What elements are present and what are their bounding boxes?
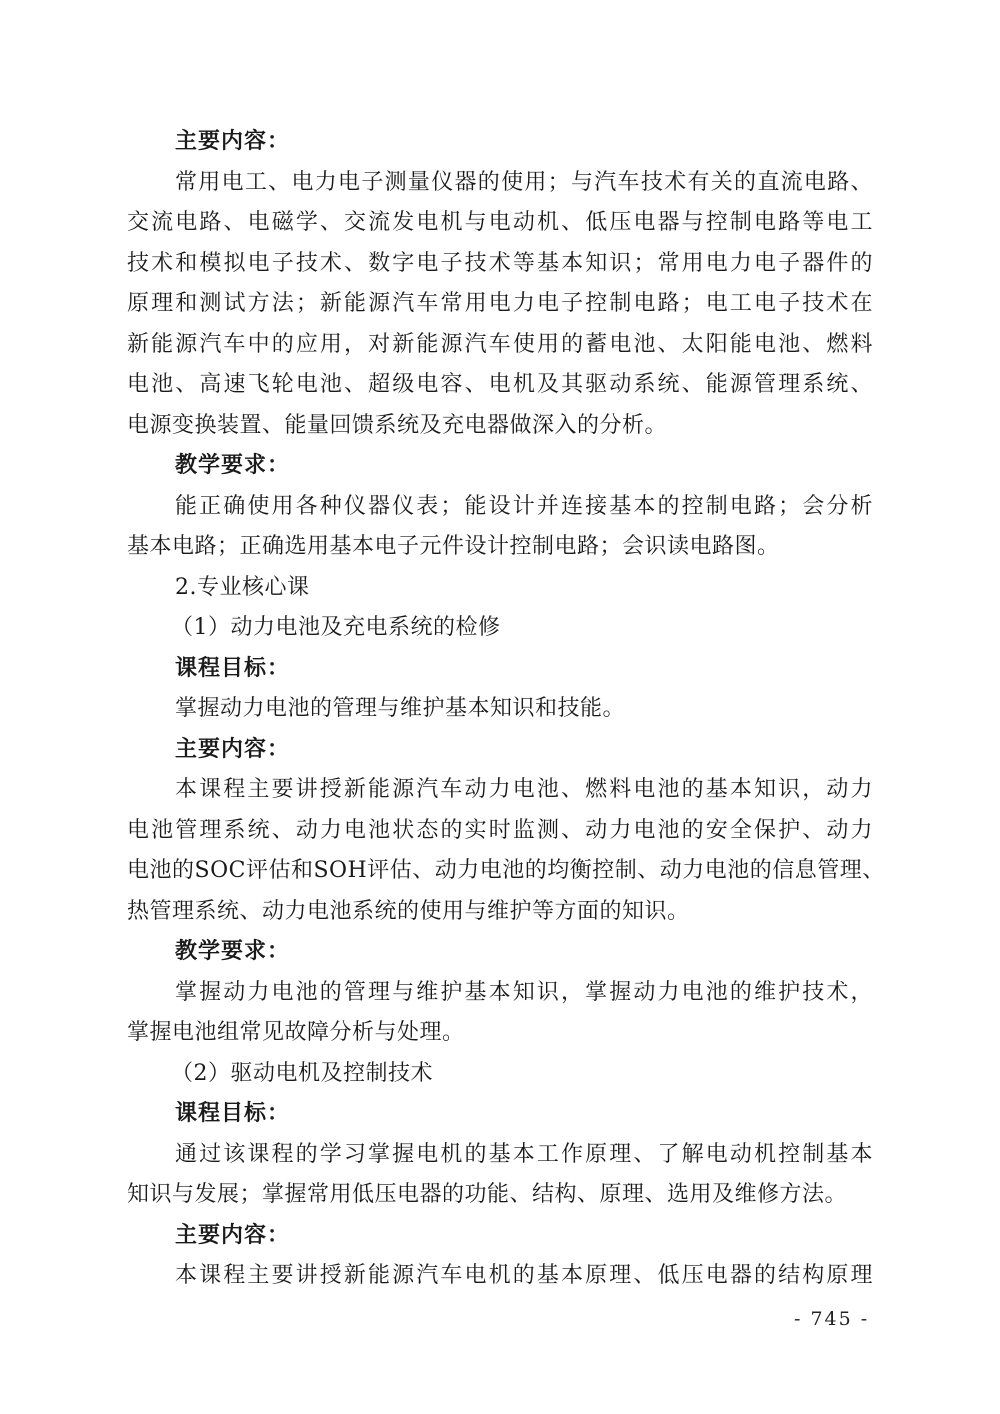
paragraph-line: 电池管理系统、动力电池状态的实时监测、动力电池的安全保护、动力 xyxy=(127,817,873,843)
paragraph-line: 通过该课程的学习掌握电机的基本工作原理、了解电动机控制基本 xyxy=(175,1141,873,1167)
paragraph-line: 常用电工、电力电子测量仪器的使用；与汽车技术有关的直流电路、 xyxy=(175,169,873,195)
paragraph-line: 掌握动力电池的管理与维护基本知识，掌握动力电池的维护技术， xyxy=(175,979,873,1005)
paragraph-line: 本课程主要讲授新能源汽车动力电池、燃料电池的基本知识，动力 xyxy=(175,777,873,802)
course-title-motor: （2）驱动电机及控制技术 xyxy=(171,1060,433,1086)
paragraph-line: 基本电路；正确选用基本电子元件设计控制电路；会识读电路图。 xyxy=(127,534,780,559)
section-heading-main-content: 主要内容： xyxy=(175,1222,291,1248)
paragraph-line: 能正确使用各种仪器仪表；能设计并连接基本的控制电路；会分析 xyxy=(175,493,873,519)
paragraph-line: 原理和测试方法；新能源汽车常用电力电子控制电路；电工电子技术在 xyxy=(127,291,873,316)
section-heading-course-objective: 课程目标： xyxy=(175,655,291,681)
paragraph-line: 新能源汽车中的应用，对新能源汽车使用的蓄电池、太阳能电池、燃料 xyxy=(127,331,873,357)
paragraph-line: 交流电路、电磁学、交流发电机与电动机、低压电器与控制电路等电工 xyxy=(127,210,873,235)
paragraph-line: 掌握电池组常见故障分析与处理。 xyxy=(127,1020,465,1045)
paragraph-line: 本课程主要讲授新能源汽车电机的基本原理、低压电器的结构原理 xyxy=(175,1263,873,1288)
paragraph-line: 知识与发展；掌握常用低压电器的功能、结构、原理、选用及维修方法。 xyxy=(127,1182,848,1207)
course-title-battery: （1）动力电池及充电系统的检修 xyxy=(171,615,501,640)
paragraph-line: 热管理系统、动力电池系统的使用与维护等方面的知识。 xyxy=(127,898,690,924)
section-heading-main-content: 主要内容： xyxy=(175,736,291,762)
paragraph-line: 电池的SOC评估和SOH评估、动力电池的均衡控制、动力电池的信息管理、 xyxy=(127,858,885,883)
section-heading-main-content: 主要内容： xyxy=(175,129,291,154)
page-number: - 745 - xyxy=(794,1308,870,1330)
paragraph-line: 技术和模拟电子技术、数字电子技术等基本知识；常用电力电子器件的 xyxy=(127,250,873,276)
document-body xyxy=(127,122,885,1297)
section-heading-course-objective: 课程目标： xyxy=(175,1101,291,1126)
section-heading-teaching-requirements: 教学要求： xyxy=(175,453,291,478)
section-heading-teaching-requirements: 教学要求： xyxy=(175,939,291,964)
paragraph-line: 电池、高速飞轮电池、超级电容、电机及其驱动系统、能源管理系统、 xyxy=(127,372,873,397)
section-title-core-courses: 2.专业核心课 xyxy=(175,574,310,600)
paragraph-line: 掌握动力电池的管理与维护基本知识和技能。 xyxy=(175,696,626,721)
paragraph-line: 电源变换装置、能量回馈系统及充电器做深入的分析。 xyxy=(127,412,668,438)
